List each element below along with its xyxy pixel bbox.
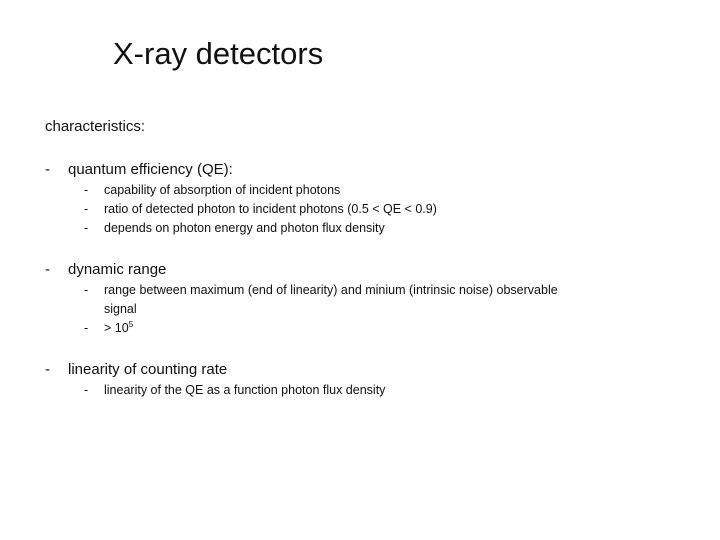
bullet-label: quantum efficiency (QE): — [68, 161, 233, 178]
sub-item — [84, 381, 385, 400]
sub-item — [84, 181, 437, 200]
sub-item-text: capability of absorption of incident photons — [104, 183, 341, 197]
bullet-dash: - — [45, 261, 50, 278]
sub-dash: - — [84, 383, 89, 397]
bullet-label: dynamic range — [68, 261, 167, 278]
sub-dash: - — [84, 183, 89, 197]
sub-list — [84, 381, 385, 400]
bullet-dynamic-range — [45, 261, 558, 279]
section-quantum-efficiency — [45, 161, 437, 238]
section-heading: characteristics: — [45, 118, 146, 135]
section-linearity — [45, 361, 385, 400]
sub-item-text: ratio of detected photon to incident photons (0.5 < QE < 0.9) — [104, 202, 437, 216]
bullet-dash: - — [45, 161, 50, 178]
power-base: > 10 — [104, 321, 129, 335]
section-dynamic-range — [45, 261, 558, 338]
sub-item-text: depends on photon energy and photon flux density — [104, 221, 385, 235]
bullet-quantum-efficiency — [45, 161, 437, 179]
sub-item — [84, 281, 558, 319]
sub-item-text: range between maximum (end of linearity) and minium (intrinsic noise) observable — [104, 283, 558, 297]
sub-dash: - — [84, 283, 89, 297]
power-exponent: 5 — [128, 319, 134, 329]
sub-item — [84, 319, 558, 338]
sub-item — [84, 200, 437, 219]
bullet-label: linearity of counting rate — [68, 361, 228, 378]
sub-item-continuation: signal — [104, 302, 137, 316]
sub-dash: - — [84, 202, 89, 216]
sub-list — [84, 281, 558, 338]
sub-item — [84, 219, 437, 238]
bullet-linearity — [45, 361, 385, 379]
slide-title: X-ray detectors — [113, 36, 324, 71]
bullet-dash: - — [45, 361, 50, 378]
sub-dash: - — [84, 221, 89, 235]
sub-item-text: linearity of the QE as a function photon flux density — [104, 383, 386, 397]
sub-list — [84, 181, 437, 238]
sub-dash: - — [84, 321, 89, 335]
